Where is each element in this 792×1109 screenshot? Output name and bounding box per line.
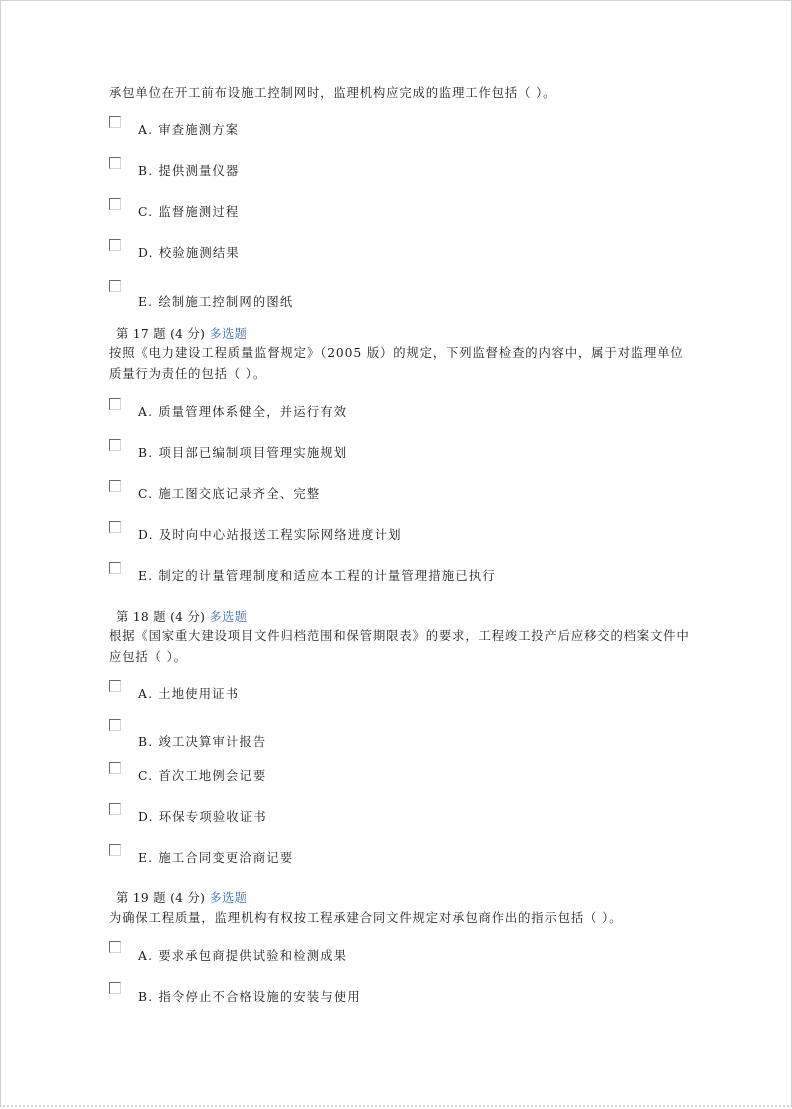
checkbox[interactable]	[109, 439, 121, 451]
question-type-link[interactable]: 多选题	[209, 891, 248, 905]
option-label: C. 首次工地例会记要	[138, 769, 267, 783]
option-label: B. 提供测量仪器	[138, 164, 240, 178]
question-type-link[interactable]: 多选题	[209, 327, 248, 341]
option-label: D. 环保专项验收证书	[138, 810, 267, 824]
option-label: D. 校验施测结果	[138, 246, 240, 260]
checkbox[interactable]	[109, 157, 121, 169]
question-header	[116, 609, 247, 625]
checkbox[interactable]	[109, 116, 121, 128]
checkbox[interactable]	[109, 982, 121, 994]
checkbox[interactable]	[109, 198, 121, 210]
question-stem: 为确保工程质量，监理机构有权按工程承建合同文件规定对承包商作出的指示包括（ ）。	[109, 911, 623, 925]
checkbox[interactable]	[109, 762, 121, 774]
checkbox[interactable]	[109, 239, 121, 251]
option-label: C. 施工图交底记录齐全、完整	[138, 487, 321, 501]
question-header	[116, 890, 247, 906]
question-stem-line-1: 根据《国家重大建设项目文件归档范围和保管期限表》的要求，工程竣工投产后应移交的档案文件中	[109, 629, 690, 643]
question-stem-line-2: 应包括（ ）。	[109, 650, 187, 664]
question-number: 第 19 题 (4 分)	[116, 891, 206, 905]
option-label: A. 审查施测方案	[138, 123, 240, 137]
option-label: B. 项目部已编制项目管理实施规划	[138, 446, 348, 460]
checkbox[interactable]	[109, 521, 121, 533]
question-number: 第 18 题 (4 分)	[116, 610, 206, 624]
option-label: A. 土地使用证书	[138, 687, 240, 701]
option-label: B. 指令停止不合格设施的安装与使用	[138, 990, 361, 1004]
option-label: E. 施工合同变更洽商记要	[138, 851, 294, 865]
checkbox[interactable]	[109, 280, 121, 292]
checkbox[interactable]	[109, 844, 121, 856]
option-label: A. 要求承包商提供试验和检测成果	[138, 949, 348, 963]
question-stem-line-1: 按照《电力建设工程质量监督规定》（2005 版）的规定，下列监督检查的内容中，属于对监理单位	[109, 346, 684, 360]
checkbox[interactable]	[109, 480, 121, 492]
option-label: A. 质量管理体系健全，并运行有效	[138, 405, 348, 419]
option-label: E. 制定的计量管理制度和适应本工程的计量管理措施已执行	[138, 569, 496, 583]
question-stem-line-2: 质量行为责任的包括（ ）。	[109, 367, 267, 381]
option-label: D. 及时向中心站报送工程实际网络进度计划	[138, 528, 402, 542]
question-number: 第 17 题 (4 分)	[116, 327, 206, 341]
question-type-link[interactable]: 多选题	[209, 610, 248, 624]
question-stem: 承包单位在开工前布设施工控制网时，监理机构应完成的监理工作包括（ ）。	[109, 86, 557, 100]
option-label: C. 监督施测过程	[138, 205, 240, 219]
option-label: E. 绘制施工控制网的图纸	[138, 295, 294, 309]
checkbox[interactable]	[109, 719, 121, 731]
checkbox[interactable]	[109, 803, 121, 815]
checkbox[interactable]	[109, 941, 121, 953]
checkbox[interactable]	[109, 562, 121, 574]
option-label: B. 竣工决算审计报告	[138, 735, 267, 749]
question-header	[116, 326, 247, 342]
checkbox[interactable]	[109, 398, 121, 410]
checkbox[interactable]	[109, 680, 121, 692]
